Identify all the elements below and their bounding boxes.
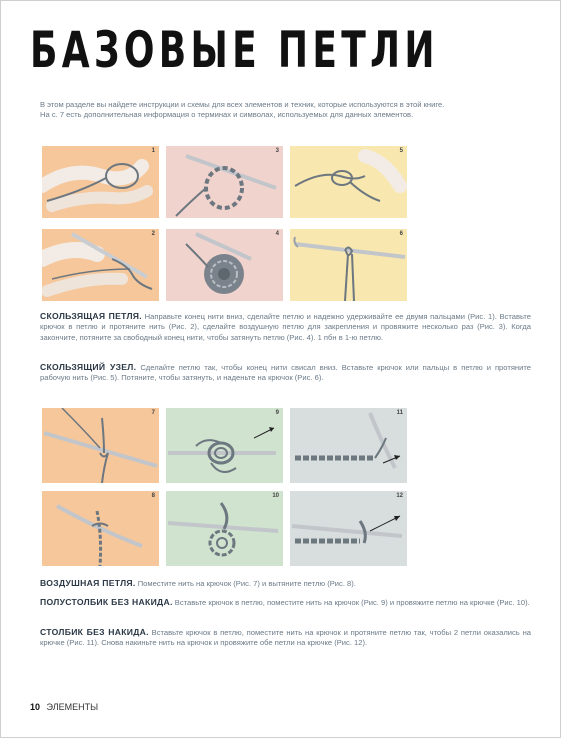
- paragraph-slip-stitch: [40, 597, 531, 608]
- paragraph-single-crochet: [40, 627, 531, 649]
- figure-6-photo: [290, 229, 407, 301]
- term-slip-knot: СКОЛЬЗЯЩАЯ ПЕТЛЯ.: [40, 311, 142, 321]
- figure-5-photo: [290, 146, 407, 218]
- figure-1-number: 1: [151, 148, 155, 154]
- text-slip-knot: Направьте конец нити вниз, сделайте петлю и надежно удерживайте ее двумя пальцами (Рис. 1). Вставьте крючок в петлю и протяните нить (Рис. 2), сделайте воздушную петлю для закрепления и провяжите несколько раз (Рис. 3). Когда закончите, потяните за свободный конец нити, чтобы затянуть петлю (Рис. 4). 1 пбн в 1-ю петлю.: [40, 312, 531, 342]
- page-title: БАЗОВЫЕ ПЕТЛИ: [30, 21, 439, 79]
- text-single-crochet: Вставьте крючок в петлю, поместите нить на крючок и протяните петлю так, чтобы 2 петли оказались на крючке (Рис. 11). Снова накиньте нить на крючок и провяжите обе петли на крючке (Рис. 12).: [40, 628, 531, 648]
- figure-4-photo: [166, 229, 283, 301]
- figure-1-photo: [42, 146, 159, 218]
- figure-7-photo: [42, 408, 159, 483]
- figure-6-number: 6: [399, 231, 403, 237]
- term-single-crochet: СТОЛБИК БЕЗ НАКИДА.: [40, 627, 149, 637]
- text-slip-knot-2: Сделайте петлю так, чтобы конец нити свисал вниз. Вставьте крючок или пальцы в петлю и протяните рабочую нить (Рис. 5). Потяните, чтобы затянуть, и наденьте на крючок (Рис. 6).: [40, 363, 531, 383]
- figure-9-photo: [166, 408, 283, 483]
- figure-7-number: 7: [151, 410, 155, 416]
- figure-4-number: 4: [275, 231, 279, 237]
- figure-8-number: 8: [151, 493, 155, 499]
- paragraph-slip-knot-2: [40, 362, 531, 384]
- intro-line-2: На с. 7 есть дополнительная информация о терминах и символах, используемых для данных элементов.: [40, 110, 414, 119]
- figure-11-number: 11: [396, 410, 403, 416]
- paragraph-chain: [40, 578, 531, 589]
- figure-10-number: 10: [272, 493, 279, 499]
- figure-5-number: 5: [399, 148, 403, 154]
- figure-9-number: 9: [275, 410, 279, 416]
- term-slip-knot-2: СКОЛЬЗЯЩИЙ УЗЕЛ.: [40, 362, 137, 372]
- figure-12-number: 12: [396, 493, 403, 499]
- intro-text: [40, 100, 530, 120]
- page-number: 10: [30, 702, 41, 712]
- paragraph-slip-knot: [40, 311, 531, 343]
- text-slip-stitch: Вставьте крючок в петлю, поместите нить на крючок (Рис. 9) и провяжите петлю на крючке (Рис. 10).: [172, 598, 530, 607]
- figure-3-number: 3: [275, 148, 279, 154]
- figure-10-photo: [166, 491, 283, 566]
- figure-11-photo: [290, 408, 407, 483]
- figure-12-photo: [290, 491, 407, 566]
- figure-8-photo: [42, 491, 159, 566]
- text-chain: Поместите нить на крючок (Рис. 7) и вытяните петлю (Рис. 8).: [135, 579, 356, 588]
- intro-line-1: В этом разделе вы найдете инструкции и схемы для всех элементов и техник, которые используются в этой книге.: [40, 100, 445, 109]
- term-slip-stitch: ПОЛУСТОЛБИК БЕЗ НАКИДА.: [40, 597, 173, 607]
- figure-2-number: 2: [151, 231, 155, 237]
- figure-2-photo: [42, 229, 159, 301]
- term-chain: ВОЗДУШНАЯ ПЕТЛЯ.: [40, 578, 136, 588]
- figure-3-photo: [166, 146, 283, 218]
- footer-section: ЭЛЕМЕНТЫ: [46, 702, 99, 712]
- page-footer: [30, 702, 98, 712]
